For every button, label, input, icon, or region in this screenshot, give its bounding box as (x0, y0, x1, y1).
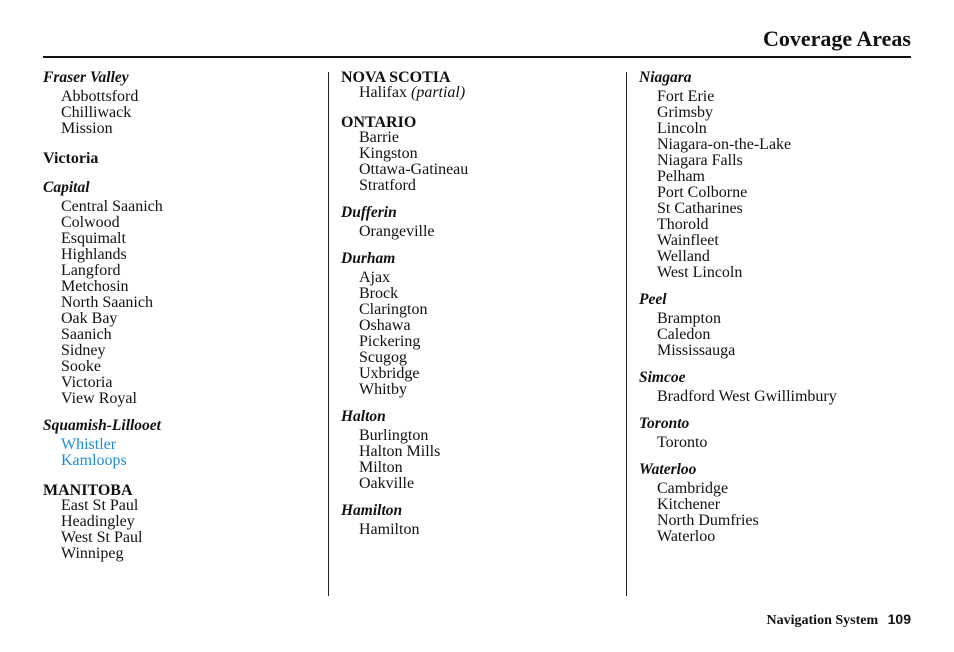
city-list-toronto (639, 435, 909, 451)
city-list-simcoe (639, 389, 909, 405)
city-item: Headingley (61, 513, 135, 530)
city-item: Colwood (61, 214, 120, 231)
city-item: Hamilton (359, 521, 420, 538)
page-footer (767, 610, 911, 630)
city-item: Esquimalt (61, 230, 126, 247)
area-heading-peel: Peel (639, 291, 667, 308)
city-item: Brock (359, 285, 399, 302)
city-item: Sidney (61, 342, 106, 359)
region-heading-victoria: Victoria (43, 150, 99, 167)
area-heading-simcoe: Simcoe (639, 369, 686, 386)
column-divider (328, 72, 329, 596)
footer-section-label: Navigation System (766, 613, 879, 628)
area-heading-squamish-lillooet: Squamish-Lillooet (43, 417, 161, 434)
city-item: Cambridge (657, 480, 729, 497)
partial-note: (partial) (410, 84, 466, 101)
city-item: Brampton (657, 310, 721, 327)
city-list-hamilton (341, 522, 611, 538)
city-item: Barrie (359, 129, 399, 146)
city-item: Langford (61, 262, 121, 279)
city-item: Central Saanich (61, 198, 163, 215)
city-item: Abbottsford (61, 88, 139, 105)
city-link-whistler[interactable]: Whistler (61, 436, 117, 453)
city-list-dufferin (341, 224, 611, 240)
region-heading-manitoba: MANITOBA (43, 482, 133, 499)
city-item: Kingston (359, 145, 418, 162)
area-heading-capital: Capital (43, 179, 90, 196)
city-item: Whitby (359, 381, 407, 398)
city-item: Port Colborne (657, 184, 748, 201)
city-item: Halton Mills (359, 443, 441, 460)
city-item: Mission (61, 120, 113, 137)
city-item: Sooke (61, 358, 101, 375)
city-item: North Dumfries (657, 512, 759, 529)
city-item: Oshawa (359, 317, 411, 334)
city-name: Halifax (359, 84, 407, 101)
city-list-ontario (341, 130, 611, 194)
city-item: View Royal (61, 390, 137, 407)
city-item: Saanich (61, 326, 112, 343)
city-list-waterloo (639, 481, 909, 545)
city-item: Niagara Falls (657, 152, 743, 169)
city-item: Wainfleet (657, 232, 719, 249)
city-item: Highlands (61, 246, 127, 263)
city-list-fraser-valley (43, 89, 313, 137)
city-item: Burlington (359, 427, 429, 444)
city-item: Stratford (359, 177, 416, 194)
city-item: Chilliwack (61, 104, 132, 121)
city-item: Milton (359, 459, 403, 476)
city-item: West St Paul (61, 529, 143, 546)
city-item: Ottawa-Gatineau (359, 161, 469, 178)
city-item: North Saanich (61, 294, 153, 311)
region-heading-ontario: ONTARIO (341, 114, 417, 131)
city-item: Waterloo (657, 528, 716, 545)
city-list-manitoba (43, 498, 313, 562)
area-heading-niagara: Niagara (639, 69, 692, 86)
city-list-capital (43, 199, 313, 407)
city-list-durham (341, 270, 611, 398)
city-item: Toronto (657, 434, 708, 451)
city-item: Oak Bay (61, 310, 118, 327)
city-item: Victoria (61, 374, 113, 391)
area-heading-fraser-valley: Fraser Valley (43, 69, 129, 86)
coverage-column-2 (341, 68, 611, 538)
city-item: Niagara-on-the-Lake (657, 136, 792, 153)
page-title: Coverage Areas (762, 26, 911, 51)
title-rule (43, 56, 911, 58)
city-item: Pickering (359, 333, 421, 350)
area-heading-waterloo: Waterloo (639, 461, 697, 478)
coverage-column-3 (639, 68, 909, 545)
city-list-squamish-lillooet (43, 437, 313, 469)
city-item: Bradford West Gwillimbury (657, 388, 837, 405)
city-list-peel (639, 311, 909, 359)
city-item: Fort Erie (657, 88, 715, 105)
city-list-nova-scotia (341, 85, 611, 101)
area-heading-dufferin: Dufferin (341, 204, 397, 221)
city-item: Kitchener (657, 496, 721, 513)
city-list-niagara (639, 89, 909, 281)
city-link-kamloops[interactable]: Kamloops (61, 452, 127, 469)
city-item: Ajax (359, 269, 391, 286)
coverage-column-1 (43, 68, 313, 562)
city-item: Oakville (359, 475, 415, 492)
city-item: Lincoln (657, 120, 707, 137)
city-item: Caledon (657, 326, 711, 343)
city-item: Mississauga (657, 342, 736, 359)
column-divider (626, 72, 627, 596)
city-item: Orangeville (359, 223, 435, 240)
city-item: Welland (657, 248, 710, 265)
region-heading-nova-scotia: NOVA SCOTIA (341, 69, 451, 86)
city-item: East St Paul (61, 497, 139, 514)
area-heading-durham: Durham (341, 250, 396, 267)
area-heading-halton: Halton (341, 408, 386, 425)
city-item: Clarington (359, 301, 428, 318)
area-heading-toronto: Toronto (639, 415, 690, 432)
city-item: West Lincoln (657, 264, 743, 281)
page-number: 109 (887, 611, 911, 627)
city-item: Winnipeg (61, 545, 124, 562)
city-item: Grimsby (657, 104, 713, 121)
city-item: Metchosin (61, 278, 129, 295)
city-item: Pelham (657, 168, 705, 185)
city-item: Scugog (359, 349, 407, 366)
city-item: St Catharines (657, 200, 743, 217)
city-list-halton (341, 428, 611, 492)
area-heading-hamilton: Hamilton (341, 502, 403, 519)
city-item-halifax (359, 85, 611, 101)
city-item: Uxbridge (359, 365, 420, 382)
city-item: Thorold (657, 216, 709, 233)
